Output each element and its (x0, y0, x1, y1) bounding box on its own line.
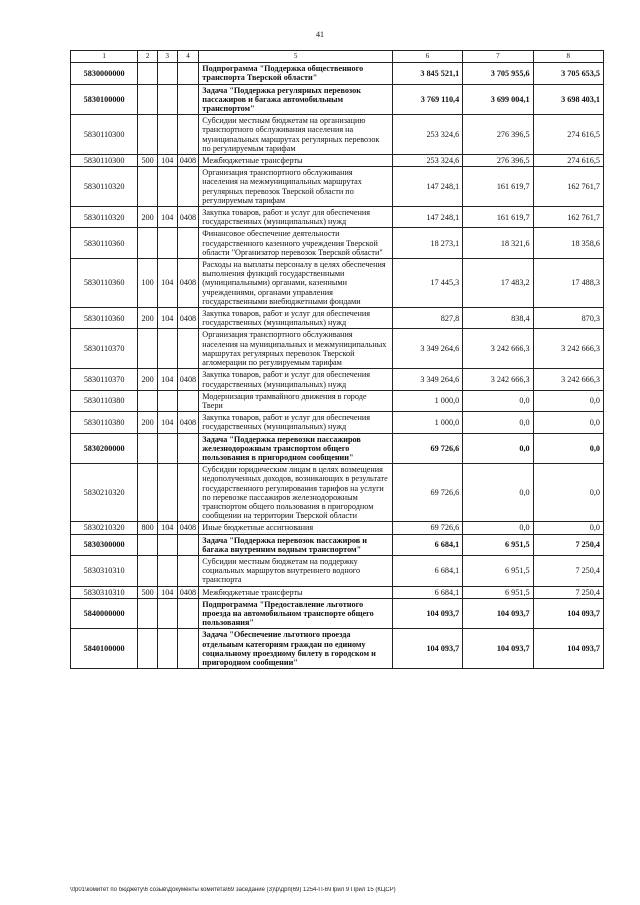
cell-value-2: 0,0 (463, 464, 533, 522)
cell-admin-code: 104 (157, 586, 177, 598)
cell-section (177, 390, 199, 411)
cell-value-1: 6 684,1 (392, 586, 462, 598)
cell-value-1: 17 445,3 (392, 259, 462, 308)
cell-value-1: 3 349 264,6 (392, 369, 462, 390)
cell-expense-type: 200 (138, 207, 158, 228)
cell-value-1: 253 324,6 (392, 155, 462, 167)
cell-value-2: 161 619,7 (463, 207, 533, 228)
header-col-3: 3 (157, 51, 177, 63)
cell-section (177, 464, 199, 522)
header-col-7: 7 (463, 51, 533, 63)
cell-expense-type (138, 390, 158, 411)
cell-code: 5830110320 (71, 207, 138, 228)
cell-expense-type: 800 (138, 522, 158, 534)
cell-section (177, 228, 199, 259)
cell-code: 5830110360 (71, 308, 138, 329)
header-col-6: 6 (392, 51, 462, 63)
table-body (71, 63, 604, 669)
cell-name: Субсидии местным бюджетам на поддержку социальных маршрутов внутреннего водного транспорта (199, 555, 393, 586)
cell-expense-type: 100 (138, 259, 158, 308)
cell-admin-code (157, 555, 177, 586)
cell-section: 0408 (177, 155, 199, 167)
cell-admin-code: 104 (157, 155, 177, 167)
cell-name: Иные бюджетные ассигнования (199, 522, 393, 534)
cell-value-2: 104 093,7 (463, 629, 533, 669)
table-row (71, 412, 604, 433)
cell-code: 5830110320 (71, 167, 138, 207)
cell-code: 5830110360 (71, 228, 138, 259)
cell-name: Модернизация трамвайного движения в городе Твери (199, 390, 393, 411)
table-row (71, 63, 604, 84)
cell-name: Закупка товаров, работ и услуг для обеспечения государственных (муниципальных) нужд (199, 308, 393, 329)
cell-value-1: 3 769 110,4 (392, 84, 462, 115)
cell-name: Субсидии юридическим лицам в целях возмещения недополученных доходов, возникающих в результате государственного регулирования тарифов на услуги по перевозке пассажиров железнодорожным транспортом общего пользования в пригородном сообщении на территории Тверской области (199, 464, 393, 522)
cell-code: 5830310310 (71, 555, 138, 586)
cell-value-2: 276 396,5 (463, 155, 533, 167)
cell-value-3: 870,3 (533, 308, 603, 329)
cell-value-1: 104 093,7 (392, 598, 462, 629)
cell-value-1: 253 324,6 (392, 115, 462, 155)
cell-expense-type: 500 (138, 155, 158, 167)
cell-section: 0408 (177, 412, 199, 433)
cell-name: Подпрограмма "Поддержка общественного транспорта Тверской области" (199, 63, 393, 84)
cell-section: 0408 (177, 522, 199, 534)
cell-value-1: 18 273,1 (392, 228, 462, 259)
cell-value-3: 17 488,3 (533, 259, 603, 308)
cell-section (177, 329, 199, 369)
table-row (71, 390, 604, 411)
cell-value-3: 7 250,4 (533, 555, 603, 586)
cell-expense-type (138, 464, 158, 522)
cell-admin-code (157, 598, 177, 629)
cell-name: Задача "Поддержка перевозок пассажиров и багажа внутренним водным транспортом" (199, 534, 393, 555)
cell-code: 5830110380 (71, 412, 138, 433)
cell-value-2: 838,4 (463, 308, 533, 329)
cell-value-1: 69 726,6 (392, 433, 462, 464)
table-row (71, 259, 604, 308)
cell-expense-type (138, 63, 158, 84)
cell-section (177, 115, 199, 155)
cell-admin-code: 104 (157, 412, 177, 433)
cell-admin-code (157, 390, 177, 411)
table-row (71, 369, 604, 390)
cell-admin-code (157, 115, 177, 155)
cell-value-3: 0,0 (533, 433, 603, 464)
cell-value-1: 1 000,0 (392, 390, 462, 411)
cell-value-2: 104 093,7 (463, 598, 533, 629)
cell-name: Организация транспортного обслуживания населения на муниципальных и межмуниципальных маршрутах регулярных перевозок Тверской агломерации по регулируемым тарифам (199, 329, 393, 369)
cell-section (177, 63, 199, 84)
cell-value-1: 69 726,6 (392, 464, 462, 522)
cell-value-1: 827,8 (392, 308, 462, 329)
cell-code: 5830110300 (71, 115, 138, 155)
cell-value-3: 0,0 (533, 412, 603, 433)
cell-admin-code (157, 63, 177, 84)
cell-section: 0408 (177, 586, 199, 598)
file-path-footer: \\fp01\комитет по бюджету\6 созыв\Документы комитета\69 заседание (3)\р\дрп(69) 1254-П-6\Прил 9 Прил 15 (КЦСР) (70, 887, 396, 893)
cell-code: 5830310310 (71, 586, 138, 598)
cell-expense-type: 500 (138, 586, 158, 598)
cell-code: 5830110300 (71, 155, 138, 167)
cell-code: 5830110380 (71, 390, 138, 411)
cell-expense-type: 200 (138, 369, 158, 390)
cell-admin-code: 104 (157, 522, 177, 534)
cell-value-3: 274 616,5 (533, 115, 603, 155)
cell-value-1: 3 349 264,6 (392, 329, 462, 369)
table-row (71, 534, 604, 555)
cell-value-3: 104 093,7 (533, 598, 603, 629)
cell-value-3: 162 761,7 (533, 207, 603, 228)
cell-section: 0408 (177, 259, 199, 308)
cell-code: 5830200000 (71, 433, 138, 464)
cell-section (177, 598, 199, 629)
cell-name: Межбюджетные трансферты (199, 586, 393, 598)
cell-value-2: 3 705 955,6 (463, 63, 533, 84)
table-row (71, 433, 604, 464)
cell-name: Задача "Поддержка регулярных перевозок пассажиров и багажа автомобильным транспортом" (199, 84, 393, 115)
table-row (71, 598, 604, 629)
cell-code: 5830100000 (71, 84, 138, 115)
cell-code: 5830110370 (71, 329, 138, 369)
cell-admin-code (157, 433, 177, 464)
cell-code: 5840100000 (71, 629, 138, 669)
cell-admin-code (157, 464, 177, 522)
header-col-8: 8 (533, 51, 603, 63)
table-row (71, 329, 604, 369)
cell-value-3: 162 761,7 (533, 167, 603, 207)
cell-value-2: 6 951,5 (463, 534, 533, 555)
cell-section (177, 167, 199, 207)
cell-name: Подпрограмма "Предоставление льготного проезда на автомобильном транспорте общего пользования" (199, 598, 393, 629)
cell-value-2: 3 242 666,3 (463, 369, 533, 390)
cell-value-3: 3 698 403,1 (533, 84, 603, 115)
cell-code: 5830110370 (71, 369, 138, 390)
cell-admin-code: 104 (157, 308, 177, 329)
cell-value-3: 18 358,6 (533, 228, 603, 259)
cell-name: Финансовое обеспечение деятельности государственного казенного учреждения Тверской области "Организатор перевозок Тверской области" (199, 228, 393, 259)
cell-name: Межбюджетные трансферты (199, 155, 393, 167)
cell-value-2: 6 951,5 (463, 586, 533, 598)
cell-section (177, 433, 199, 464)
cell-admin-code: 104 (157, 259, 177, 308)
table-row (71, 464, 604, 522)
cell-admin-code (157, 629, 177, 669)
cell-expense-type (138, 167, 158, 207)
cell-value-1: 6 684,1 (392, 555, 462, 586)
cell-value-3: 3 242 666,3 (533, 369, 603, 390)
cell-value-1: 1 000,0 (392, 412, 462, 433)
cell-value-2: 6 951,5 (463, 555, 533, 586)
cell-value-2: 0,0 (463, 412, 533, 433)
cell-value-1: 147 248,1 (392, 167, 462, 207)
cell-expense-type: 200 (138, 308, 158, 329)
cell-code: 5830000000 (71, 63, 138, 84)
cell-code: 5830110360 (71, 259, 138, 308)
budget-table (70, 50, 604, 669)
table-row (71, 167, 604, 207)
cell-expense-type: 200 (138, 412, 158, 433)
cell-section: 0408 (177, 369, 199, 390)
cell-expense-type (138, 629, 158, 669)
cell-section (177, 629, 199, 669)
cell-code: 5830210320 (71, 522, 138, 534)
cell-value-2: 276 396,5 (463, 115, 533, 155)
cell-section (177, 534, 199, 555)
table-row (71, 586, 604, 598)
cell-value-3: 7 250,4 (533, 586, 603, 598)
page-number: 41 (316, 30, 324, 39)
cell-expense-type (138, 329, 158, 369)
cell-section (177, 555, 199, 586)
cell-value-3: 7 250,4 (533, 534, 603, 555)
cell-name: Задача "Обеспечение льготного проезда отдельным категориям граждан по единому социальному проездному билету в городском и пригородном сообщении" (199, 629, 393, 669)
cell-value-3: 3 705 653,5 (533, 63, 603, 84)
header-col-2: 2 (138, 51, 158, 63)
cell-value-3: 0,0 (533, 522, 603, 534)
header-row (71, 51, 604, 63)
cell-value-3: 104 093,7 (533, 629, 603, 669)
cell-name: Организация транспортного обслуживания населения на межмуниципальных маршрутах регулярных перевозок Тверской области по регулируемым тарифам (199, 167, 393, 207)
cell-admin-code (157, 228, 177, 259)
cell-expense-type (138, 115, 158, 155)
cell-value-1: 147 248,1 (392, 207, 462, 228)
cell-admin-code: 104 (157, 207, 177, 228)
cell-value-2: 3 699 004,1 (463, 84, 533, 115)
cell-code: 5840000000 (71, 598, 138, 629)
cell-value-2: 0,0 (463, 522, 533, 534)
header-col-5: 5 (199, 51, 393, 63)
cell-expense-type (138, 598, 158, 629)
cell-name: Закупка товаров, работ и услуг для обеспечения государственных (муниципальных) нужд (199, 207, 393, 228)
cell-expense-type (138, 555, 158, 586)
cell-value-3: 3 242 666,3 (533, 329, 603, 369)
cell-value-2: 18 321,6 (463, 228, 533, 259)
cell-value-1: 104 093,7 (392, 629, 462, 669)
cell-value-3: 0,0 (533, 390, 603, 411)
cell-value-2: 0,0 (463, 433, 533, 464)
cell-name: Задача "Поддержка перевозки пассажиров железнодорожным транспортом общего пользования в пригородном сообщении" (199, 433, 393, 464)
table-row (71, 228, 604, 259)
cell-value-2: 17 483,2 (463, 259, 533, 308)
cell-expense-type (138, 433, 158, 464)
cell-code: 5830300000 (71, 534, 138, 555)
header-col-4: 4 (177, 51, 199, 63)
cell-section: 0408 (177, 308, 199, 329)
cell-code: 5830210320 (71, 464, 138, 522)
table-row (71, 115, 604, 155)
cell-name: Субсидии местным бюджетам на организацию транспортного обслуживания населения на муниципальных маршрутах регулярных перевозок по регулируемым тарифам (199, 115, 393, 155)
cell-expense-type (138, 228, 158, 259)
cell-section: 0408 (177, 207, 199, 228)
cell-admin-code (157, 329, 177, 369)
table-row (71, 84, 604, 115)
table-row (71, 629, 604, 669)
table-row (71, 308, 604, 329)
cell-name: Расходы на выплаты персоналу в целях обеспечения выполнения функций государственными (муниципальными) органами, казенными учреждениями, органами управления государственными внебюджетными фондами (199, 259, 393, 308)
cell-admin-code (157, 84, 177, 115)
table-row (71, 522, 604, 534)
cell-section (177, 84, 199, 115)
table-row (71, 155, 604, 167)
cell-value-1: 69 726,6 (392, 522, 462, 534)
cell-value-3: 274 616,5 (533, 155, 603, 167)
cell-value-3: 0,0 (533, 464, 603, 522)
cell-admin-code (157, 167, 177, 207)
cell-expense-type (138, 84, 158, 115)
cell-value-2: 3 242 666,3 (463, 329, 533, 369)
table-row (71, 207, 604, 228)
cell-admin-code (157, 534, 177, 555)
cell-admin-code: 104 (157, 369, 177, 390)
cell-name: Закупка товаров, работ и услуг для обеспечения государственных (муниципальных) нужд (199, 412, 393, 433)
cell-expense-type (138, 534, 158, 555)
cell-value-2: 0,0 (463, 390, 533, 411)
cell-value-2: 161 619,7 (463, 167, 533, 207)
cell-value-1: 6 684,1 (392, 534, 462, 555)
table-row (71, 555, 604, 586)
header-col-1: 1 (71, 51, 138, 63)
cell-value-1: 3 845 521,1 (392, 63, 462, 84)
cell-name: Закупка товаров, работ и услуг для обеспечения государственных (муниципальных) нужд (199, 369, 393, 390)
